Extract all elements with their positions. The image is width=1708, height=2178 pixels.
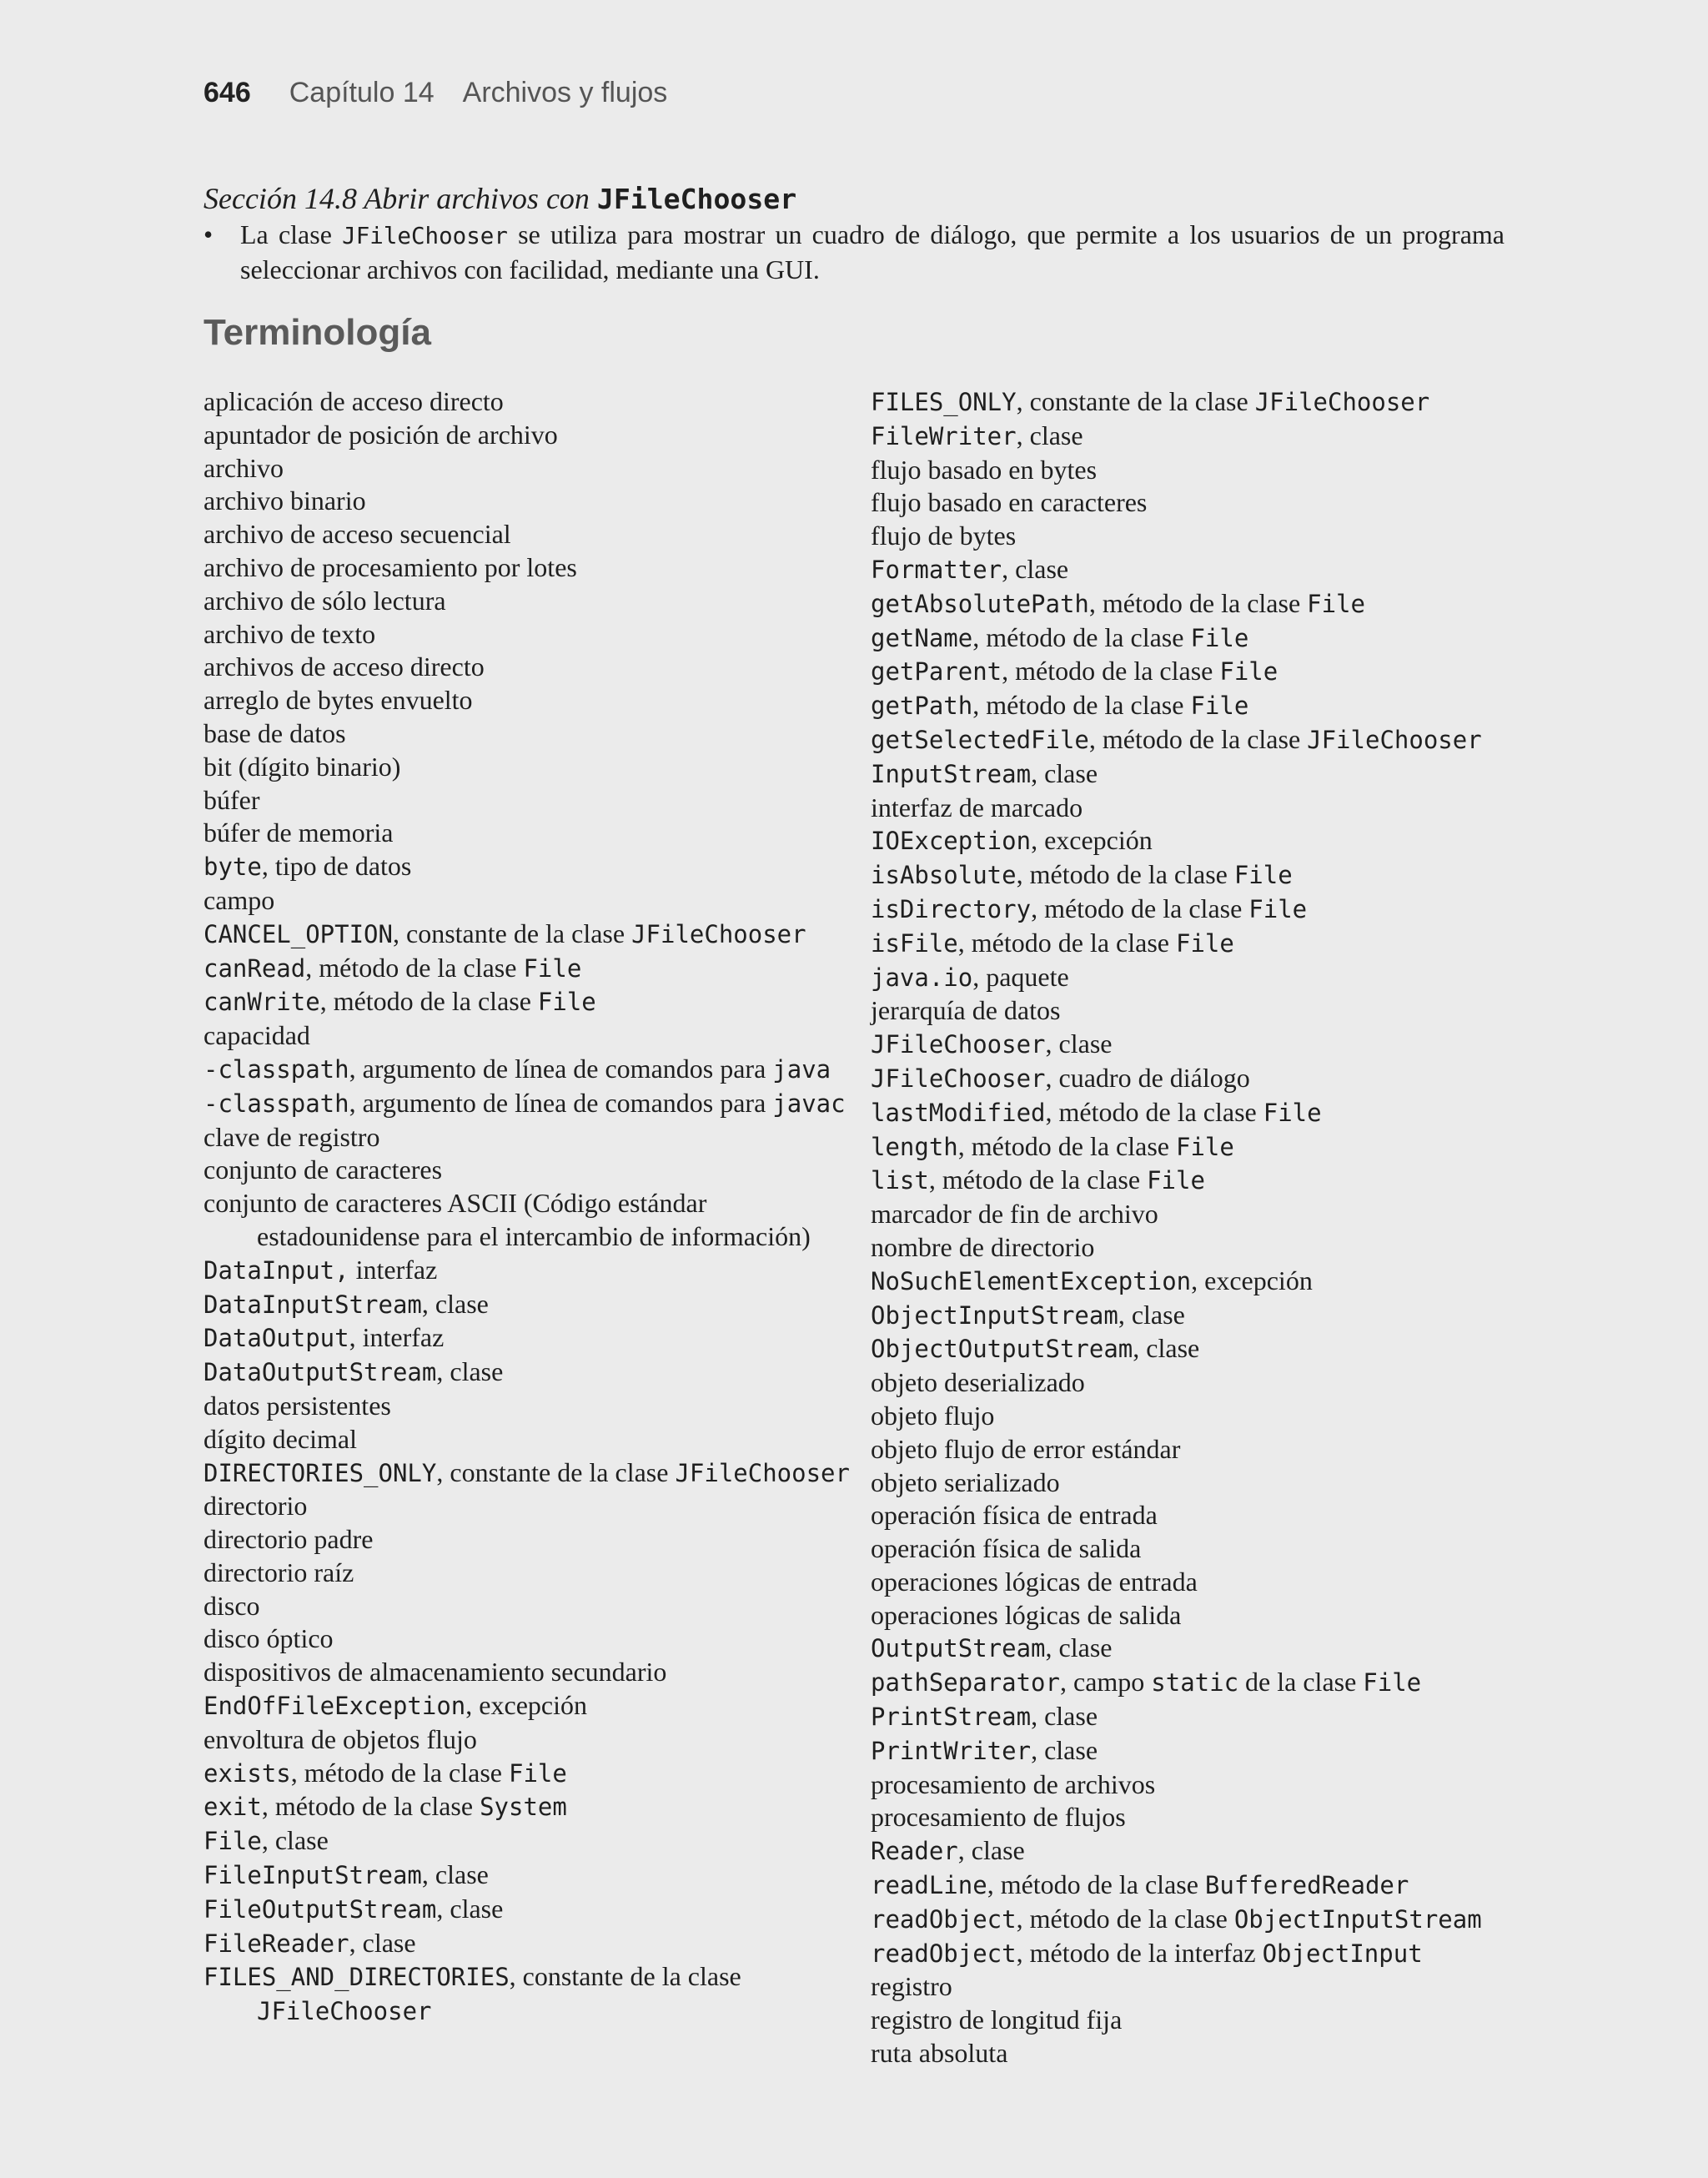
term-text: disco: [203, 1590, 260, 1621]
term-entry: [203, 1187, 862, 1254]
section-title-code: JFileChooser: [596, 183, 797, 215]
term-entry: [203, 1723, 862, 1757]
term-code: FileOutputStream: [203, 1894, 437, 1924]
term-code: JFileChooser: [871, 1030, 1046, 1059]
page-header: [203, 77, 667, 109]
term-text: datos persistentes: [203, 1390, 391, 1421]
term-text: directorio padre: [203, 1524, 374, 1555]
terminology-right-column: [871, 385, 1555, 2070]
term-code: System: [480, 1793, 567, 1822]
term-text: , método de la clase: [987, 1869, 1205, 1900]
term-entry: [203, 684, 862, 717]
term-entry: [871, 1937, 1555, 1971]
term-code: java: [772, 1054, 831, 1084]
term-entry: [203, 1859, 862, 1893]
term-text: archivos de acceso directo: [203, 651, 485, 682]
term-entry: [203, 850, 862, 884]
term-code: isAbsolute: [871, 861, 1017, 890]
term-text: , método de la clase: [1031, 893, 1249, 923]
term-code: OutputStream: [871, 1634, 1046, 1663]
term-code: pathSeparator: [871, 1668, 1060, 1698]
term-code: -classpath: [203, 1089, 349, 1118]
term-text: archivo: [203, 452, 284, 483]
term-entry: [871, 1532, 1555, 1566]
term-text: ruta absoluta: [871, 2038, 1008, 2069]
term-code: getPath: [871, 692, 973, 721]
term-entry: [203, 1053, 862, 1087]
chapter-title: Archivos y flujos: [462, 77, 668, 108]
term-code: byte: [203, 853, 262, 882]
term-text: nombre de directorio: [871, 1231, 1095, 1262]
term-entry: [203, 1254, 862, 1288]
term-code: exit: [203, 1793, 262, 1822]
term-entry: [203, 452, 862, 485]
term-text: , cuadro de diálogo: [1045, 1062, 1250, 1093]
term-text: operaciones lógicas de salida: [871, 1599, 1182, 1630]
term-code: readObject: [871, 1939, 1017, 1968]
term-text: objeto serializado: [871, 1466, 1060, 1497]
term-entry: [203, 1490, 862, 1523]
term-code: lastModified: [871, 1098, 1046, 1127]
term-text: , clase: [261, 1825, 329, 1856]
term-text: envoltura de objetos flujo: [203, 1723, 477, 1754]
term-text: capacidad: [203, 1020, 310, 1051]
term-entry: [871, 1096, 1555, 1130]
term-entry: [203, 1622, 862, 1656]
term-code: File: [1233, 861, 1293, 890]
term-entry: [871, 454, 1555, 487]
term-code: File: [1190, 623, 1249, 652]
term-entry: [203, 1590, 862, 1623]
term-code: PrintWriter: [871, 1736, 1032, 1765]
term-entry: [871, 1400, 1555, 1433]
terminology-heading: Terminología: [203, 312, 431, 353]
term-text: , clase: [436, 1893, 504, 1924]
bullet-item: • La clase JFileChooser se utiliza para mostrar un cuadro de diálogo, que permite a los usuarios de un programa seleccionar archivos con facilidad, mediante una GUI.: [203, 219, 1505, 284]
term-text: interfaz de marcado: [871, 792, 1083, 822]
term-text: de la clase: [1238, 1667, 1364, 1698]
term-code: ObjectInputStream: [1233, 1904, 1482, 1934]
term-entry: [871, 723, 1555, 757]
term-entry: [871, 1130, 1555, 1164]
term-text: , clase: [421, 1288, 489, 1319]
term-code: DataOutput: [203, 1324, 349, 1353]
term-entry: [871, 1164, 1555, 1198]
term-code: canWrite: [203, 988, 320, 1017]
section-title: Sección 14.8 Abrir archivos con JFileChooser: [203, 182, 797, 215]
term-entry: [203, 1689, 862, 1723]
term-code: FileWriter: [871, 421, 1017, 450]
term-entry: [203, 1824, 862, 1859]
term-text: archivo binario: [203, 485, 366, 516]
term-text: , clase: [421, 1859, 489, 1890]
term-entry: [871, 1768, 1555, 1802]
term-code: DataInput,: [203, 1255, 349, 1285]
term-text: archivo de texto: [203, 618, 376, 649]
term-code: File: [1219, 657, 1278, 687]
bullet-code: JFileChooser: [342, 223, 508, 249]
term-code: EndOfFileException: [203, 1692, 466, 1721]
term-entry: [871, 1700, 1555, 1734]
terminology-left-column: [203, 385, 862, 2029]
term-entry: [203, 918, 862, 952]
term-text: interfaz: [349, 1254, 438, 1285]
term-entry: [871, 1265, 1555, 1299]
term-entry: [871, 655, 1555, 689]
term-entry: [871, 1028, 1555, 1062]
term-code: File: [1147, 1166, 1205, 1195]
term-code: ObjectOutputStream: [871, 1335, 1133, 1364]
term-code: File: [1176, 1132, 1234, 1161]
term-code: ObjectInput: [1262, 1939, 1423, 1968]
term-entry: [871, 1231, 1555, 1265]
term-text: marcador de fin de archivo: [871, 1199, 1158, 1230]
term-entry: [871, 1332, 1555, 1366]
term-entry: [203, 817, 862, 850]
term-code: static: [1151, 1668, 1239, 1698]
term-text: , método de la clase: [1016, 1903, 1234, 1934]
term-text: , método de la clase: [972, 621, 1191, 652]
term-text: operaciones lógicas de entrada: [871, 1566, 1198, 1597]
term-entry: [871, 792, 1555, 825]
term-entry: [203, 1960, 862, 2029]
term-text: , método de la clase: [957, 927, 1176, 958]
term-entry: [203, 385, 862, 419]
term-entry: [871, 1433, 1555, 1466]
term-code: readLine: [871, 1871, 987, 1900]
term-text: aplicación de acceso directo: [203, 386, 504, 416]
term-entry: [203, 419, 862, 452]
term-entry: [203, 952, 862, 986]
term-entry: [203, 1154, 862, 1187]
term-text: , clase: [1045, 1632, 1113, 1663]
term-code: FileInputStream: [203, 1861, 422, 1890]
term-text: , clase: [1002, 553, 1069, 584]
term-text: , clase: [1118, 1299, 1185, 1330]
term-entry: [203, 717, 862, 751]
chapter-label: Capítulo 14: [289, 77, 435, 108]
term-code: Formatter: [871, 555, 1002, 584]
term-text: procesamiento de archivos: [871, 1768, 1156, 1799]
term-entry: [871, 486, 1555, 520]
term-text: , método de la clase: [1016, 859, 1234, 890]
term-code: File: [1176, 928, 1234, 958]
term-code: isFile: [871, 928, 958, 958]
term-code: BufferedReader: [1204, 1871, 1409, 1900]
term-code: FILES_ONLY: [871, 388, 1017, 416]
term-entry: [871, 1903, 1555, 1937]
term-text: , paquete: [972, 961, 1069, 992]
term-code: PrintStream: [871, 1703, 1032, 1732]
term-text: , excepción: [1031, 825, 1153, 856]
term-entry: [203, 1423, 862, 1456]
term-text: , método de la clase: [1088, 723, 1308, 754]
term-text: , clase: [436, 1356, 504, 1387]
term-entry: [203, 784, 862, 817]
term-text: , constante de la clase: [436, 1456, 676, 1487]
term-entry: [203, 1121, 862, 1154]
term-text: , clase: [349, 1927, 416, 1958]
term-code: File: [1190, 692, 1249, 721]
term-code: getName: [871, 623, 973, 652]
term-entry: [871, 994, 1555, 1028]
term-code: IOException: [871, 827, 1032, 856]
term-entry: [871, 1734, 1555, 1768]
term-text: conjunto de caracteres: [203, 1154, 443, 1185]
term-text: , método de la clase: [1002, 656, 1220, 687]
term-code: JFileChooser: [871, 1064, 1046, 1093]
term-text: , clase: [1031, 757, 1098, 788]
term-text: arreglo de bytes envuelto: [203, 685, 473, 716]
term-text: apuntador de posición de archivo: [203, 419, 558, 450]
term-code: JFileChooser: [631, 919, 806, 948]
term-entry: [203, 1321, 862, 1356]
term-code: DataInputStream: [203, 1290, 422, 1319]
term-entry: [203, 751, 862, 784]
term-entry: [871, 1869, 1555, 1903]
term-code: InputStream: [871, 759, 1032, 788]
term-entry: [871, 1599, 1555, 1632]
term-entry: [871, 1366, 1555, 1400]
term-entry: [871, 520, 1555, 553]
term-text: directorio raíz: [203, 1557, 354, 1587]
term-text: dígito decimal: [203, 1423, 357, 1454]
term-entry: [871, 757, 1555, 792]
term-code: NoSuchElementException: [871, 1266, 1192, 1295]
term-text: archivo de sólo lectura: [203, 585, 446, 616]
term-entry: [203, 1288, 862, 1322]
term-code: getSelectedFile: [871, 725, 1089, 754]
term-code: File: [203, 1827, 262, 1856]
term-text: , método de la clase: [957, 1130, 1176, 1161]
term-code: length: [871, 1132, 958, 1161]
term-entry: [203, 1927, 862, 1961]
term-text: , clase: [1031, 1734, 1098, 1765]
term-text: archivo de procesamiento por lotes: [203, 551, 577, 582]
term-text: , constante de la clase: [392, 918, 632, 948]
term-text: , constante de la clase: [509, 1961, 741, 1992]
term-text: , argumento de línea de comandos para: [349, 1087, 773, 1118]
term-entry: [871, 1466, 1555, 1500]
term-entry: [203, 618, 862, 651]
term-entry: [871, 1970, 1555, 2004]
term-entry: [203, 551, 862, 585]
term-entry: [203, 1356, 862, 1390]
term-text: clave de registro: [203, 1121, 380, 1152]
term-text: operación física de salida: [871, 1533, 1142, 1564]
term-text: bit (dígito binario): [203, 751, 401, 782]
term-code: -classpath: [203, 1054, 349, 1084]
term-code: File: [1248, 894, 1308, 923]
term-entry: [871, 824, 1555, 858]
term-entry: [871, 1499, 1555, 1532]
term-code: FileReader: [203, 1929, 349, 1958]
term-text: , clase: [1045, 1029, 1113, 1059]
term-code: exists: [203, 1758, 291, 1788]
term-text: , método de la interfaz: [1016, 1937, 1263, 1968]
term-text: , método de la clase: [928, 1164, 1148, 1195]
term-text: registro: [871, 1971, 952, 2002]
term-code: File: [523, 953, 582, 983]
term-text: objeto flujo de error estándar: [871, 1433, 1181, 1464]
term-entry: [871, 1666, 1555, 1700]
term-text: , argumento de línea de comandos para: [349, 1053, 773, 1084]
term-code: FILES_AND_DIRECTORIES: [203, 1963, 510, 1992]
term-text: , clase: [1016, 420, 1083, 450]
term-text: directorio: [203, 1491, 308, 1522]
term-code: list: [871, 1166, 929, 1195]
term-entry: [871, 621, 1555, 656]
term-text: , clase: [1133, 1333, 1200, 1364]
term-code: isDirectory: [871, 894, 1032, 923]
term-text: jerarquía de datos: [871, 995, 1061, 1026]
term-text: , excepción: [1191, 1265, 1313, 1295]
term-entry: [203, 1656, 862, 1689]
term-text: , excepción: [465, 1690, 587, 1721]
term-code: readObject: [871, 1904, 1017, 1934]
term-text: campo: [203, 884, 275, 915]
term-code: javac: [772, 1089, 846, 1118]
term-text: flujo basado en bytes: [871, 454, 1098, 485]
term-code: canRead: [203, 953, 306, 983]
term-entry: [871, 1632, 1555, 1666]
term-text: registro de longitud fija: [871, 2004, 1123, 2035]
page-number: 646: [203, 77, 251, 108]
term-entry: [871, 927, 1555, 961]
term-entry: [871, 1198, 1555, 1231]
term-entry: [871, 893, 1555, 927]
term-entry: [871, 553, 1555, 587]
term-text: dispositivos de almacenamiento secundario: [203, 1657, 667, 1688]
term-entry: [871, 420, 1555, 454]
term-entry: [203, 651, 862, 684]
term-code: java.io: [871, 963, 973, 992]
term-text: , método de la clase: [972, 690, 1191, 721]
term-text: búfer: [203, 784, 260, 815]
term-text: , tipo de datos: [261, 851, 412, 882]
term-entry: [203, 485, 862, 518]
term-code: Reader: [871, 1837, 958, 1866]
term-text: archivo de acceso secuencial: [203, 519, 511, 550]
term-code: File: [1307, 589, 1365, 618]
term-code: DataOutputStream: [203, 1358, 437, 1387]
term-text: flujo basado en caracteres: [871, 487, 1148, 518]
term-text: , método de la clase: [1045, 1096, 1263, 1127]
term-text: operación física de entrada: [871, 1500, 1158, 1531]
term-code: getAbsolutePath: [871, 589, 1089, 618]
term-entry: [871, 961, 1555, 995]
term-entry: [871, 1566, 1555, 1599]
term-entry: [203, 1557, 862, 1590]
term-entry: [203, 1390, 862, 1423]
term-entry: [871, 587, 1555, 621]
term-entry: [871, 1299, 1555, 1333]
term-text: , clase: [957, 1835, 1025, 1866]
term-code: ObjectInputStream: [871, 1300, 1118, 1330]
term-text: objeto deserializado: [871, 1367, 1085, 1398]
term-entry: [203, 985, 862, 1019]
term-entry: [203, 1456, 862, 1491]
term-code: File: [537, 988, 596, 1017]
term-text: flujo de bytes: [871, 521, 1017, 551]
term-text: objeto flujo: [871, 1400, 995, 1431]
term-entry: [203, 1087, 862, 1121]
bullet-dot: •: [203, 219, 214, 249]
term-text: disco óptico: [203, 1623, 334, 1654]
term-entry: [203, 1790, 862, 1824]
term-code: JFileChooser: [675, 1458, 850, 1487]
term-entry: [203, 1523, 862, 1557]
term-entry: [871, 1834, 1555, 1869]
term-code: File: [1263, 1098, 1322, 1127]
term-text: , método de la clase: [261, 1791, 480, 1822]
term-entry: [871, 1801, 1555, 1834]
term-text: , método de la clase: [305, 952, 524, 983]
term-text: , campo: [1059, 1667, 1152, 1698]
term-code: File: [509, 1758, 567, 1788]
term-code: CANCEL_OPTION: [203, 919, 393, 948]
term-entry: [871, 2004, 1555, 2037]
term-entry: [203, 1019, 862, 1053]
term-code: JFileChooser: [1254, 388, 1430, 416]
term-entry: [203, 1757, 862, 1791]
term-code: getParent: [871, 657, 1002, 687]
term-entry: [203, 1893, 862, 1927]
term-code: DIRECTORIES_ONLY: [203, 1458, 437, 1487]
term-text: , clase: [1031, 1701, 1098, 1732]
term-entry: [871, 1062, 1555, 1096]
term-text: búfer de memoria: [203, 817, 394, 848]
term-text: , interfaz: [349, 1322, 445, 1353]
term-entry: [871, 858, 1555, 893]
term-text: base de datos: [203, 717, 346, 748]
section-summary: [203, 180, 1505, 286]
term-text: , método de la clase: [319, 986, 538, 1017]
term-entry: [871, 385, 1555, 420]
term-code: JFileChooser: [257, 1997, 432, 2026]
term-text: , método de la clase: [290, 1757, 509, 1788]
term-text: , constante de la clase: [1016, 386, 1255, 416]
term-entry: [203, 884, 862, 918]
term-code: JFileChooser: [1307, 725, 1482, 754]
term-text: conjunto de caracteres ASCII (Código estándar estadounidense para el intercambio de información): [203, 1188, 811, 1251]
term-text: procesamiento de flujos: [871, 1802, 1126, 1833]
term-entry: [203, 585, 862, 618]
term-text: , método de la clase: [1088, 587, 1308, 618]
term-entry: [871, 689, 1555, 723]
term-code: File: [1363, 1668, 1422, 1698]
term-entry: [871, 2037, 1555, 2070]
term-entry: [203, 518, 862, 551]
